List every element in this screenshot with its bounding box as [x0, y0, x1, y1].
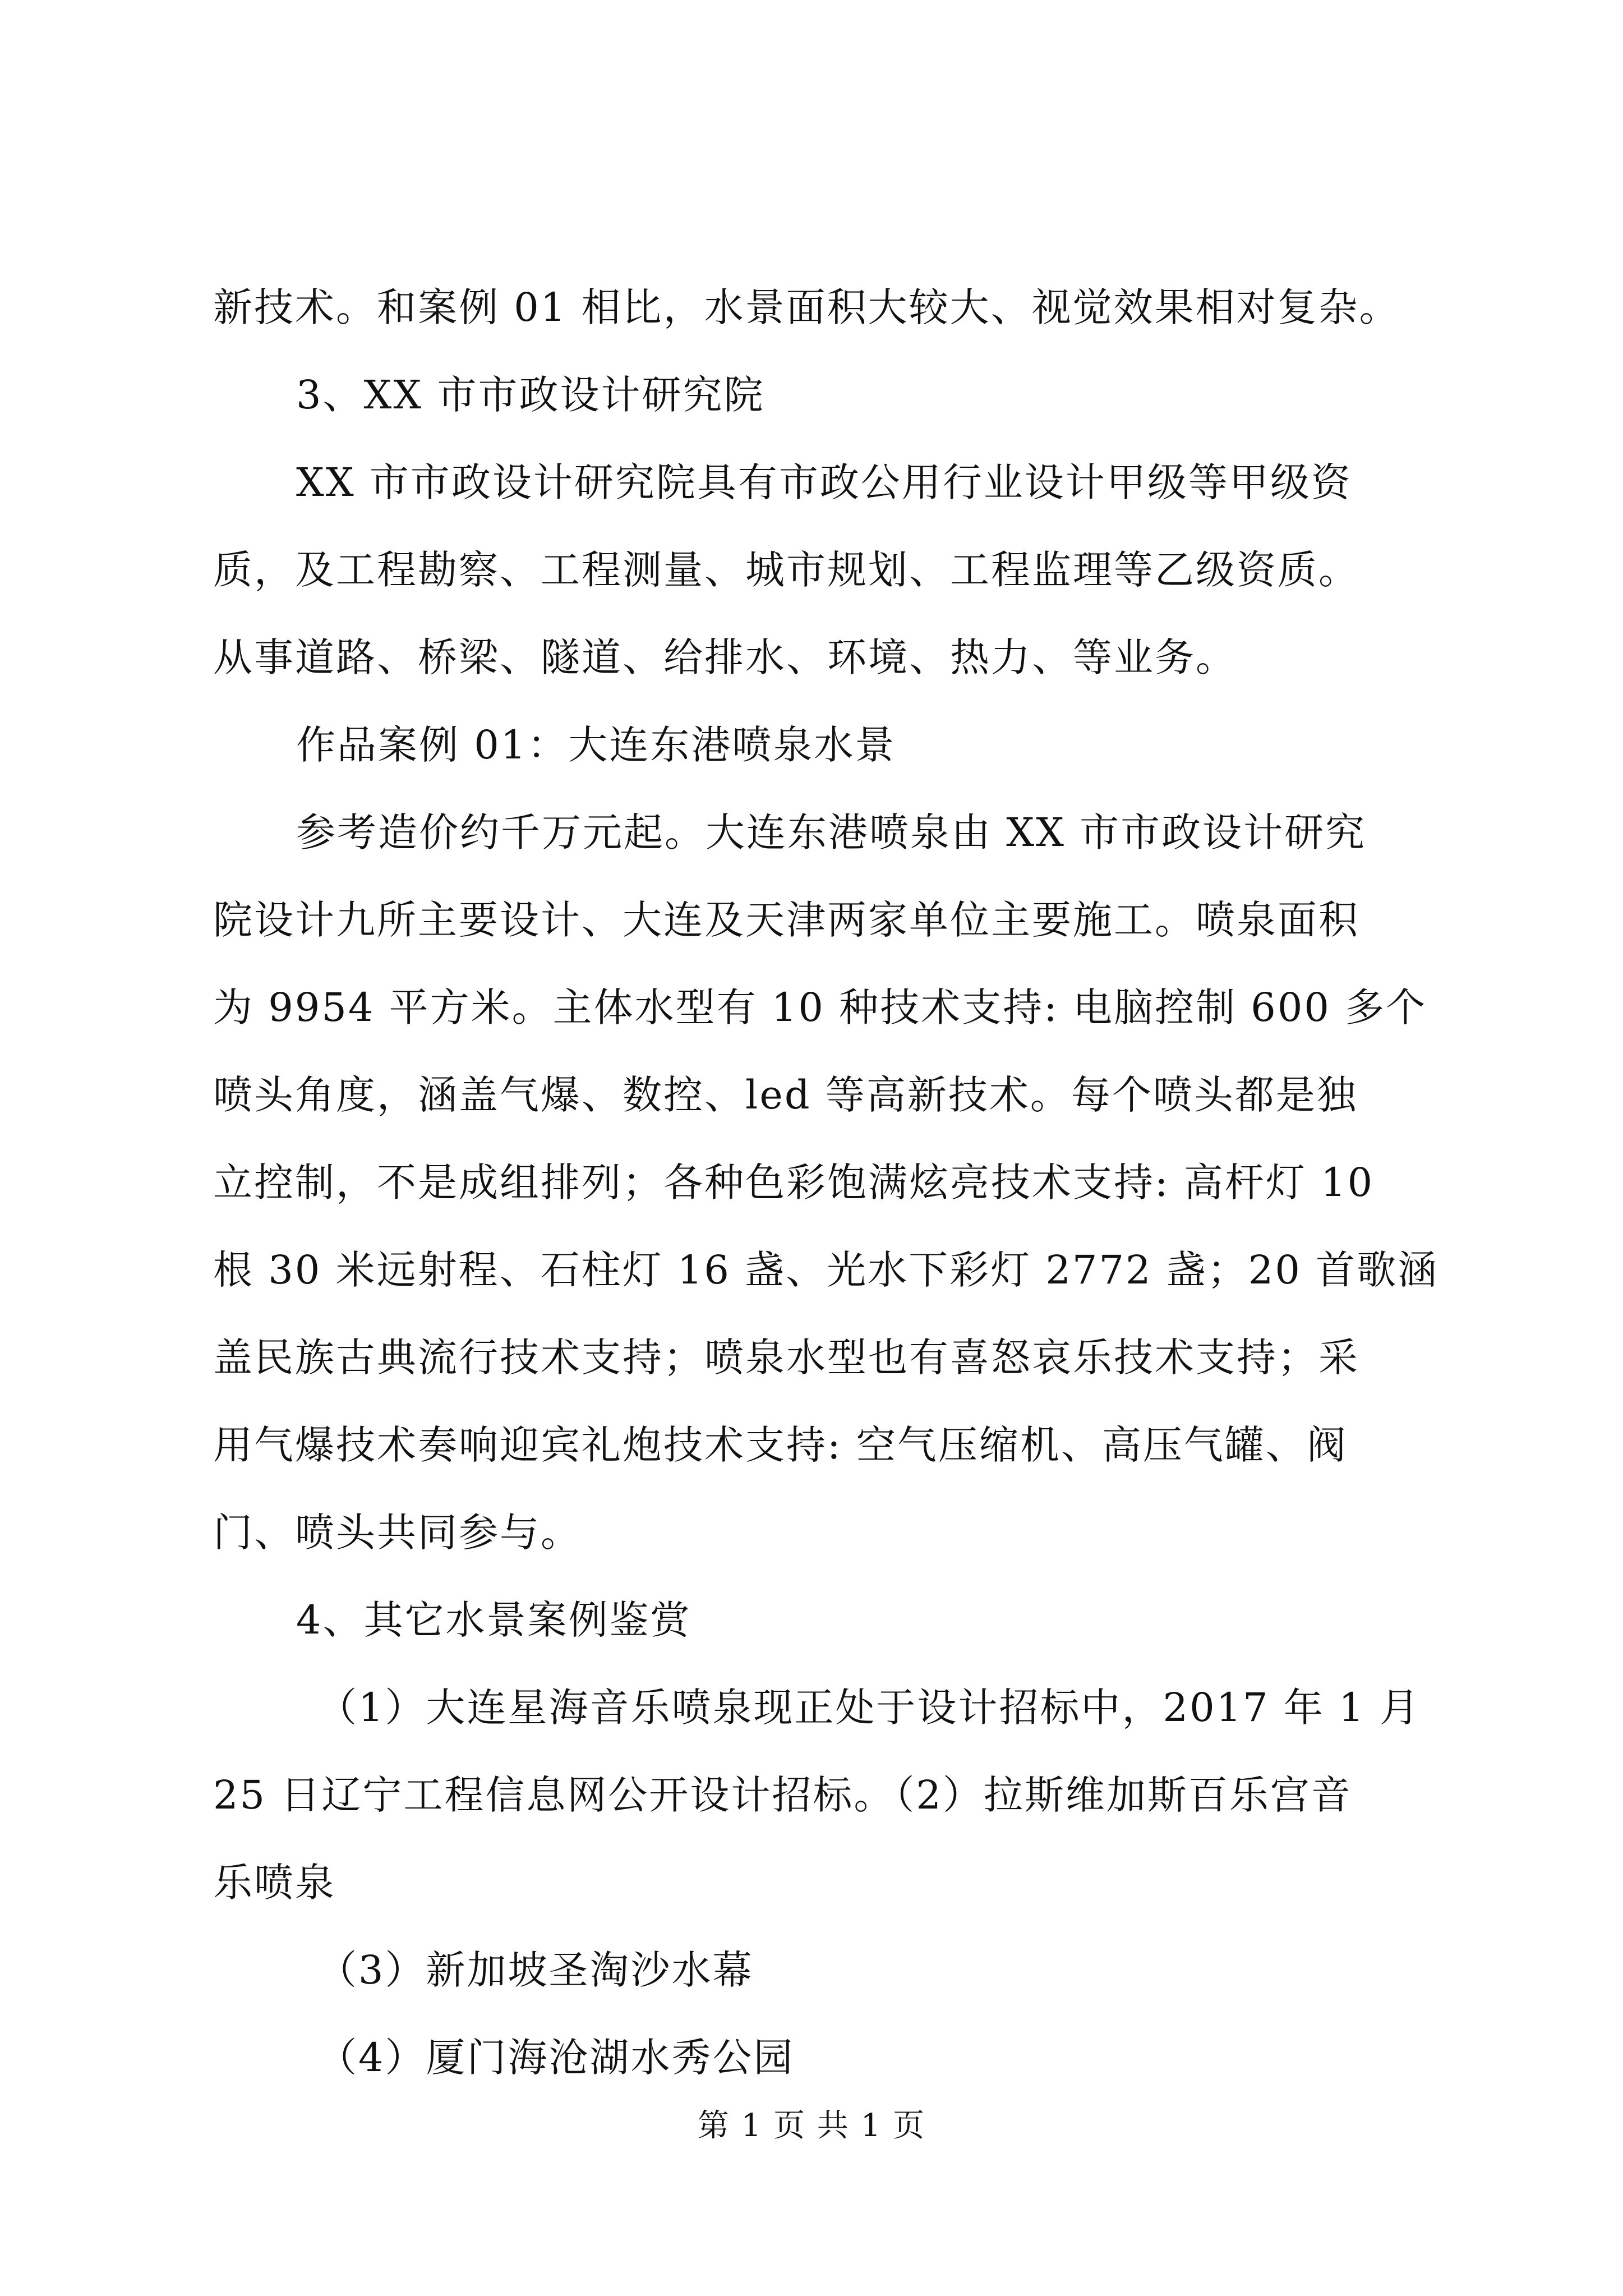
case-heading: 作品案例 01：大连东港喷泉水景 — [296, 722, 896, 768]
text-line: 从事道路、桥梁、隧道、给排水、环境、热力、等业务。 — [213, 634, 1237, 680]
text-line: 院设计九所主要设计、大连及天津两家单位主要施工。喷泉面积 — [213, 897, 1359, 943]
text-line: XX 市市政设计研究院具有市政公用行业设计甲级等甲级资 — [296, 459, 1352, 505]
text-line: 参考造价约千万元起。大连东港喷泉由 XX 市市政设计研究 — [296, 809, 1367, 855]
text-line: 用气爆技术奏响迎宾礼炮技术支持: 空气压缩机、高压气罐、阀 — [213, 1422, 1348, 1468]
text-line: 为 9954 平方米。主体水型有 10 种技术支持: 电脑控制 600 多个 — [213, 984, 1427, 1030]
section-heading: 3、XX 市市政设计研究院 — [296, 372, 765, 418]
section-heading: 4、其它水景案例鉴赏 — [296, 1597, 691, 1643]
text-line: 根 30 米远射程、石柱灯 16 盏、光水下彩灯 2772 盏；20 首歌涵 — [213, 1247, 1439, 1293]
text-line: 立控制，不是成组排列；各种色彩饱满炫亮技术支持: 高杆灯 10 — [213, 1159, 1375, 1205]
text-line: 新技术。和案例 01 相比，水景面积大较大、视觉效果相对复杂。 — [213, 284, 1400, 330]
text-line: （1）大连星海音乐喷泉现正处于设计招标中，2017 年 1 月 — [317, 1685, 1421, 1731]
page-footer: 第 1 页 共 1 页 — [697, 2108, 926, 2144]
text-line: 盖民族古典流行技术支持；喷泉水型也有喜怒哀乐技术支持；采 — [213, 1335, 1359, 1381]
text-line: 质，及工程勘察、工程测量、城市规划、工程监理等乙级资质。 — [213, 547, 1359, 593]
text-line: 25 日辽宁工程信息网公开设计招标。（2）拉斯维加斯百乐宫音 — [213, 1772, 1352, 1818]
text-line: 乐喷泉 — [213, 1860, 336, 1906]
document-body — [213, 264, 1439, 2101]
text-line: 门、喷头共同参与。 — [213, 1510, 582, 1556]
list-item: （4）厦门海沧湖水秀公园 — [317, 2035, 795, 2081]
list-item: （3）新加坡圣淘沙水幕 — [317, 1947, 754, 1993]
text-line: 喷头角度，涵盖气爆、数控、led 等高新技术。每个喷头都是独 — [213, 1072, 1358, 1118]
